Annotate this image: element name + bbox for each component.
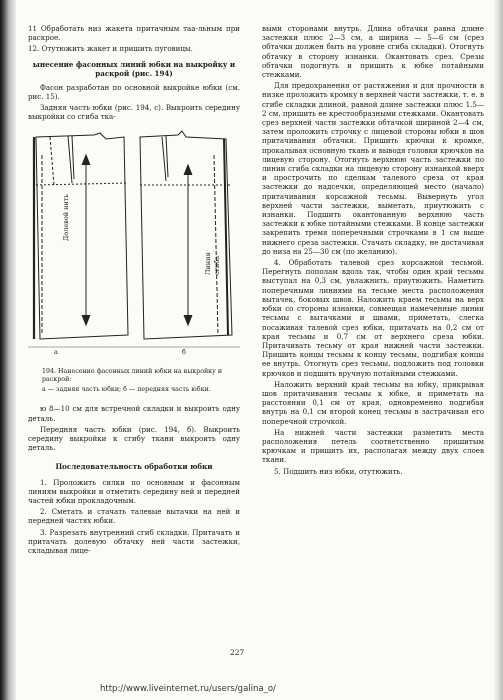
figure-letter-a: а bbox=[54, 348, 58, 357]
paragraph: выми сторонами внутрь. Длина обтачки равна длине застежки плюс 2—3 см, а ширина — 5—6 см (срез обтачки должен быть на уровне сгиба складки). Отогнуть обтачку в сторону изнанки. Окантовать срез. Срезы обтачки подогнуть и пришить к юбке потайными стежками. bbox=[262, 24, 484, 80]
paragraph: 5. Подшить низ юбки, отутюжить. bbox=[274, 466, 403, 476]
right-column bbox=[262, 24, 484, 478]
figure-caption: 194. Нанесение фасонных линий юбки на выкройку и раскрой: bbox=[42, 368, 223, 384]
footer-url: http://www.liveinternet.ru/users/galina_o/ bbox=[100, 684, 276, 694]
figure-label-fold: Линия сгиба bbox=[204, 252, 222, 276]
figure-194 bbox=[28, 125, 240, 365]
paragraph: 3. Разрезать внутренний сгиб складки. Притачать и притачать долевую обтачку ней части застежки, складывая лице- bbox=[28, 527, 240, 556]
book-spine-shadow bbox=[0, 0, 16, 700]
paragraph: 11 Обработать низ жакета притачным таа-льным при раскрое. bbox=[28, 24, 240, 43]
page-number: 227 bbox=[230, 648, 245, 657]
figure-label-front: Долевой нить bbox=[62, 194, 70, 242]
paragraph: Для предохранения от растяжения и для прочности в низке проложить кромку в верхней части застежки, т. е. в сгибе складки длиной, равной длине застежки плюс 1.5—2 см, пришить ее крестообразными стежками. Окантовать срез верхней части застежки обтачкой шириной 2—4 см, затем проложить строчку с лицевой стороны юбки в шов притачивания обтачки. Пришить крючки к кромке, прокалывая основную ткань и выводя головки крючков на лицевую сторону. Отогнуть верхнюю часть застежки по линии сгиба складки на лицевую сторону изнанкой вверх и прострочить по сделкам талевого среза от края застежки до надсечки, определяющей место (начало) притачивания корсажной тесьмы. Вывернуть угол верхней части застежки, выметать, приутюжить с изнанки. Подшить окантованную верхнюю часть застежки к юбке потайными стежками. В конце застежки закрепить тремя поперечными строчками в 1 см выше нижнего среза застежки. Стачать складку, не достачивая до низа на 25—30 см (по желанию). bbox=[262, 81, 484, 256]
paragraph: 4. Обработать талевой срез корсажной тесьмой. Перегнуть пополам вдоль так, чтобы один край тесьмы выступал на 0,3 см, увлажнить, приутюжить. Наметить поперечными линиями на тесьме места расположения вытачек, боковых швов. Наложить краем тесьмы на верх юбки со стороны изнанки, совмещая намеченные линии тесьмы с вытачками и швами, приметать, слегка посаживая талевой срез юбки, притачать на 0,2 см от края тесьмы и 0,7 см от верхнего среза юбки. Притачивать тесьму от края нижней части застежки. Пришить концы тесьмы к концу тесьмы, подгибая концы ее внутрь. Отогнуть срез тесьмы, подложить под головки крючков и подшить вручную потайными стежками. bbox=[262, 258, 484, 378]
paragraph: 1. Проложить силки по основным и фасонным линиям выкройки и отметить середину ней и передней частей юбки прокладочным. bbox=[28, 477, 240, 506]
left-column bbox=[28, 24, 240, 557]
figure-caption-legend: а — задняя часть юбки; б — передняя часть юбки. bbox=[42, 386, 211, 394]
figure-letter-b: б bbox=[182, 348, 186, 357]
paragraph: Фасон разработан по основной выкройке юбки (см. рис. 15). bbox=[28, 82, 240, 101]
paragraph: ю 8—10 см для встречной складки и выкроить одну деталь. bbox=[28, 404, 240, 423]
paragraph: На нижней части застежки разметить места расположения петель соответственно пришитым крючкам и пришить их, располагая между двух слоев ткани. bbox=[262, 427, 484, 465]
paragraph: 12. Отутюжить жакет и пришить пуговицы. bbox=[28, 44, 193, 54]
paragraph: 2. Сметать и стачать талевые вытачки на ней и передней частях юбки. bbox=[28, 507, 240, 526]
page-edge-shadow bbox=[493, 0, 503, 700]
paragraph: Передняя часть юбки (рис. 194, б). Выкроить середину выкройки к сгибу ткани выкроить одну деталь. bbox=[28, 424, 240, 453]
section-heading: ынесение фасонных линий юбки на выкройку и раскрой (рис. 194) bbox=[32, 59, 236, 79]
section-heading: Последовательность обработки юбки bbox=[55, 462, 213, 472]
paragraph: Задняя часть юбки (рис. 194, с). Выкроить середину выкройки со сгиба тка- bbox=[28, 103, 240, 122]
paragraph: Наложить верхний край тесьмы на юбку, прикрывая шов притачивания тесьмы к юбке, и приметать на расстоянии 0,1 см от края, одновременно подгибая внутрь на 0,1 см второй конец тесьмы в застрачивая его поперечной строчкой. bbox=[262, 379, 484, 426]
